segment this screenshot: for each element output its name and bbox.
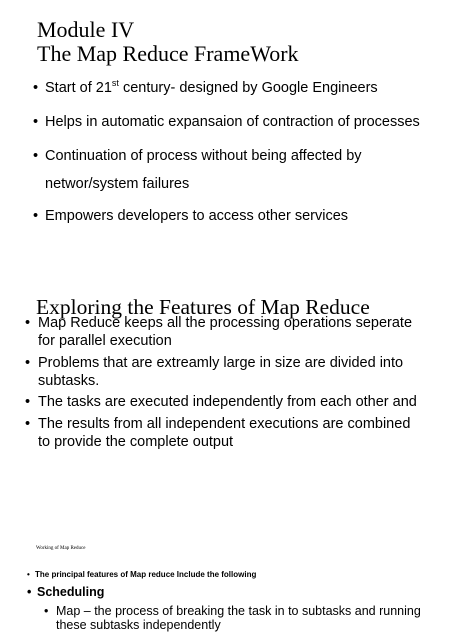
slide2-bullet-4 <box>25 415 410 433</box>
bullet-dot: • <box>33 80 39 96</box>
bullet-dot: • <box>25 315 31 331</box>
bullet-dot: • <box>27 570 30 579</box>
bullet-dot: • <box>25 416 31 432</box>
slide2-bullet-4-text: The results from all independent executions are combined <box>38 416 411 432</box>
bullet-dot: • <box>27 585 32 599</box>
bullet-dot: • <box>25 355 31 371</box>
slide3-map-line2: these subtasks independently <box>56 618 221 632</box>
bullet-dot: • <box>25 394 31 410</box>
bullet-2-text: Helps in automatic expansaion of contraction of processes <box>45 114 420 130</box>
slide3-map-text: Map – the process of breaking the task in to subtasks and running <box>56 604 421 618</box>
slide2-bullet-2-line2: subtasks. <box>38 373 100 389</box>
slide2-bullet-2-text: Problems that are extreamly large in size are divided into <box>38 355 404 371</box>
slide1-bullet-2 <box>33 113 420 131</box>
bullet-1-text-pre: Start of 21 <box>45 80 112 96</box>
bullet-dot: • <box>44 604 49 618</box>
slide2-bullet-2 <box>25 354 403 372</box>
slide1-bullet-1 <box>33 79 378 97</box>
slide3-scheduling-bullet <box>27 585 104 600</box>
bullet-1-superscript: st <box>111 78 119 89</box>
bullet-dot: • <box>33 208 39 224</box>
bullet-dot: • <box>33 114 39 130</box>
slide2-bullet-4-line2: to provide the complete output <box>38 434 234 450</box>
bullet-3-text-line1: Continuation of process without being affected by <box>45 148 362 164</box>
slide1-title-line2: The Map Reduce FrameWork <box>37 41 299 66</box>
slide1-bullet-3 <box>33 147 362 165</box>
slide2-bullet-1-text: Map Reduce keeps all the processing operations seperate <box>38 315 413 331</box>
bullet-dot: • <box>33 148 39 164</box>
slide2-title: Exploring the Features of Map Reduce <box>36 295 370 319</box>
slide2-bullet-3-text: The tasks are executed independently from each other and <box>38 394 417 410</box>
slide3-map-bullet <box>44 604 421 619</box>
slide3-principal-text: The principal features of Map reduce Include the following <box>35 570 257 579</box>
slide3-scheduling-text: Scheduling <box>37 585 105 599</box>
slide3-small-title: Working of Map Reduce <box>36 546 86 551</box>
slide1-bullet-4 <box>33 207 348 225</box>
slide2-bullet-1 <box>25 314 412 332</box>
slide1-title-line1: Module IV <box>37 17 135 42</box>
slide2-bullet-1-line2: for parallel execution <box>38 333 172 349</box>
bullet-4-text: Empowers developers to access other services <box>45 208 349 224</box>
slide2-bullet-3 <box>25 393 417 411</box>
slide1-bullet-3-line2: networ/system failures <box>45 176 190 192</box>
bullet-1-text-post: century- designed by Google Engineers <box>118 80 378 96</box>
slide3-principal-bullet <box>27 570 256 580</box>
